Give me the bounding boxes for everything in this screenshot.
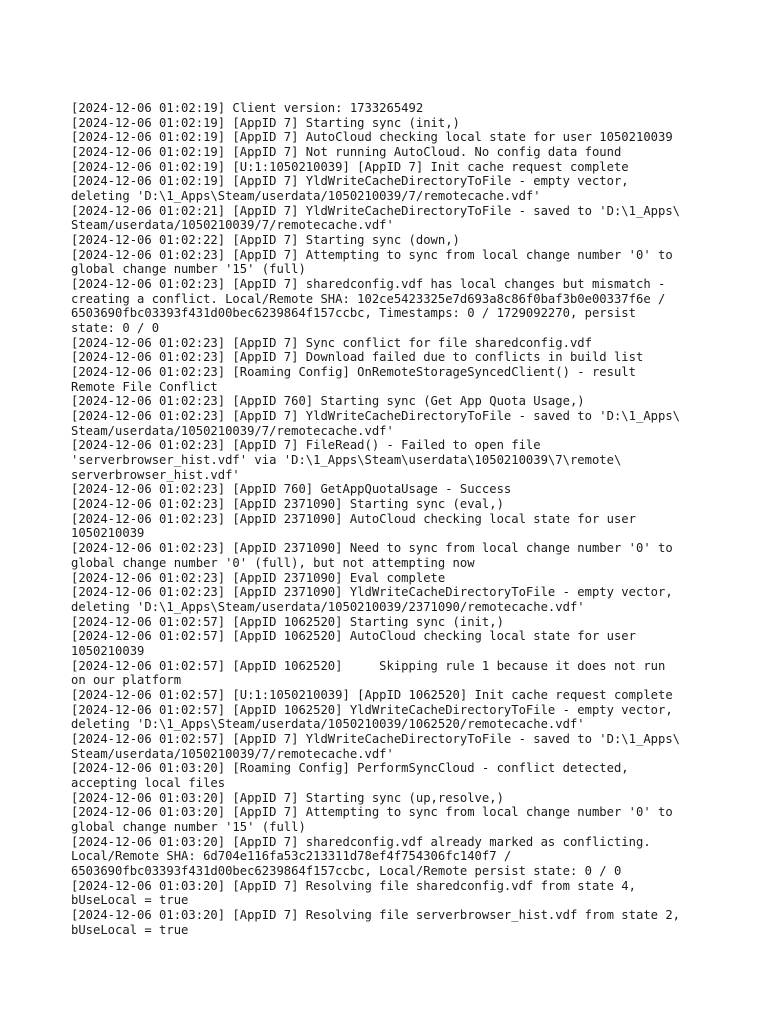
log-line: [2024-12-06 01:02:19] [AppID 7] Starting sync (init,) (71, 115, 460, 130)
log-document (71, 101, 701, 937)
log-line: [2024-12-06 01:02:57] [AppID 7] YldWriteCacheDirectoryToFile - saved to 'D:\1_Apps\ (71, 731, 681, 746)
log-line: [2024-12-06 01:02:23] [AppID 2371090] YldWriteCacheDirectoryToFile - empty vector, (71, 585, 673, 600)
log-line: [2024-12-06 01:02:57] [U:1:1050210039] [AppID 1062520] Init cache request complete (71, 687, 673, 702)
log-line: [2024-12-06 01:02:23] [AppID 2371090] Starting sync (eval,) (71, 497, 504, 512)
log-line: [2024-12-06 01:02:23] [AppID 2371090] Need to sync from local change number '0' to (71, 541, 673, 556)
log-line: [2024-12-06 01:02:57] [AppID 1062520] YldWriteCacheDirectoryToFile - empty vector, (71, 702, 673, 717)
log-line: global change number '15' (full) (71, 819, 306, 834)
log-line: 6503690fbc03393f431d00bec6239864f157ccbc, Timestamps: 0 / 1729092270, persist (71, 306, 636, 321)
log-line: creating a conflict. Local/Remote SHA: 102ce5423325e7d693a8c86f0baf3b0e00337f6e / (71, 291, 666, 306)
log-line: [2024-12-06 01:02:57] [AppID 1062520] Starting sync (init,) (71, 614, 504, 629)
log-line: deleting 'D:\1_Apps\Steam/userdata/1050210039/1062520/remotecache.vdf' (71, 717, 585, 732)
log-line: global change number '0' (full), but not attempting now (71, 555, 475, 570)
log-line: 'serverbrowser_hist.vdf' via 'D:\1_Apps\Steam\userdata\1050210039\7\remote\ (71, 453, 622, 468)
log-line: [2024-12-06 01:03:20] [AppID 7] Attempting to sync from local change number '0' to (71, 805, 673, 820)
log-line: 6503690fbc03393f431d00bec6239864f157ccbc, Local/Remote persist state: 0 / 0 (71, 863, 622, 878)
log-line: [2024-12-06 01:02:19] [U:1:1050210039] [AppID 7] Init cache request complete (71, 159, 629, 174)
log-line: [2024-12-06 01:03:20] [AppID 7] Starting sync (up,resolve,) (71, 790, 504, 805)
log-line: state: 0 / 0 (71, 321, 160, 336)
log-line: Remote File Conflict (71, 379, 218, 394)
log-line: [2024-12-06 01:02:23] [AppID 7] FileRead() - Failed to open file (71, 438, 541, 453)
log-line: [2024-12-06 01:02:57] [AppID 1062520] AutoCloud checking local state for user (71, 629, 636, 644)
log-line: [2024-12-06 01:02:23] [AppID 2371090] AutoCloud checking local state for user (71, 511, 636, 526)
log-line: 1050210039 (71, 526, 145, 541)
log-line: [2024-12-06 01:02:23] [AppID 760] Starting sync (Get App Quota Usage,) (71, 394, 585, 409)
log-line: [2024-12-06 01:02:23] [AppID 7] Download failed due to conflicts in build list (71, 350, 644, 365)
log-line: [2024-12-06 01:02:19] Client version: 1733265492 (71, 101, 424, 115)
log-line: serverbrowser_hist.vdf' (71, 467, 240, 482)
log-line: [2024-12-06 01:02:23] [AppID 7] sharedconfig.vdf has local changes but mismatch - (71, 277, 666, 292)
log-line: [2024-12-06 01:02:23] [Roaming Config] OnRemoteStorageSyncedClient() - result (71, 365, 636, 380)
log-line: Local/Remote SHA: 6d704e116fa53c213311d78ef4f754306fc140f7 / (71, 849, 512, 864)
log-line: Steam/userdata/1050210039/7/remotecache.vdf' (71, 218, 394, 233)
log-line: accepting local files (71, 775, 226, 790)
log-line: global change number '15' (full) (71, 262, 306, 277)
log-line: [2024-12-06 01:03:20] [AppID 7] sharedconfig.vdf already marked as conflicting. (71, 834, 651, 849)
log-line: [2024-12-06 01:02:23] [AppID 760] GetAppQuotaUsage - Success (71, 482, 512, 497)
log-line: Steam/userdata/1050210039/7/remotecache.vdf' (71, 423, 394, 438)
log-line: Steam/userdata/1050210039/7/remotecache.vdf' (71, 746, 394, 761)
log-line: [2024-12-06 01:02:23] [AppID 7] Sync conflict for file sharedconfig.vdf (71, 335, 592, 350)
log-line: on our platform (71, 673, 182, 688)
log-line: [2024-12-06 01:03:20] [Roaming Config] PerformSyncCloud - conflict detected, (71, 761, 629, 776)
log-line: [2024-12-06 01:02:19] [AppID 7] AutoCloud checking local state for user 1050210039 (71, 130, 673, 145)
log-line: [2024-12-06 01:03:20] [AppID 7] Resolving file sharedconfig.vdf from state 4, (71, 878, 636, 893)
log-line: [2024-12-06 01:02:57] [AppID 1062520] Skipping rule 1 because it does not run (71, 658, 666, 673)
log-line: [2024-12-06 01:02:21] [AppID 7] YldWriteCacheDirectoryToFile - saved to 'D:\1_Apps\ (71, 203, 681, 218)
log-line: deleting 'D:\1_Apps\Steam/userdata/1050210039/7/remotecache.vdf' (71, 189, 541, 204)
log-line: [2024-12-06 01:03:20] [AppID 7] Resolving file serverbrowser_hist.vdf from state 2, (71, 907, 681, 922)
log-line: bUseLocal = true (71, 922, 189, 937)
log-line: [2024-12-06 01:02:19] [AppID 7] YldWriteCacheDirectoryToFile - empty vector, (71, 174, 629, 189)
log-line: deleting 'D:\1_Apps\Steam/userdata/1050210039/2371090/remotecache.vdf' (71, 599, 585, 614)
log-line: [2024-12-06 01:02:23] [AppID 7] YldWriteCacheDirectoryToFile - saved to 'D:\1_Apps\ (71, 409, 681, 424)
log-line: bUseLocal = true (71, 893, 189, 908)
log-line: [2024-12-06 01:02:22] [AppID 7] Starting sync (down,) (71, 233, 460, 248)
log-line: [2024-12-06 01:02:19] [AppID 7] Not running AutoCloud. No config data found (71, 145, 622, 160)
log-line: [2024-12-06 01:02:23] [AppID 2371090] Eval complete (71, 570, 446, 585)
log-line: [2024-12-06 01:02:23] [AppID 7] Attempting to sync from local change number '0' to (71, 247, 673, 262)
log-line: 1050210039 (71, 643, 145, 658)
